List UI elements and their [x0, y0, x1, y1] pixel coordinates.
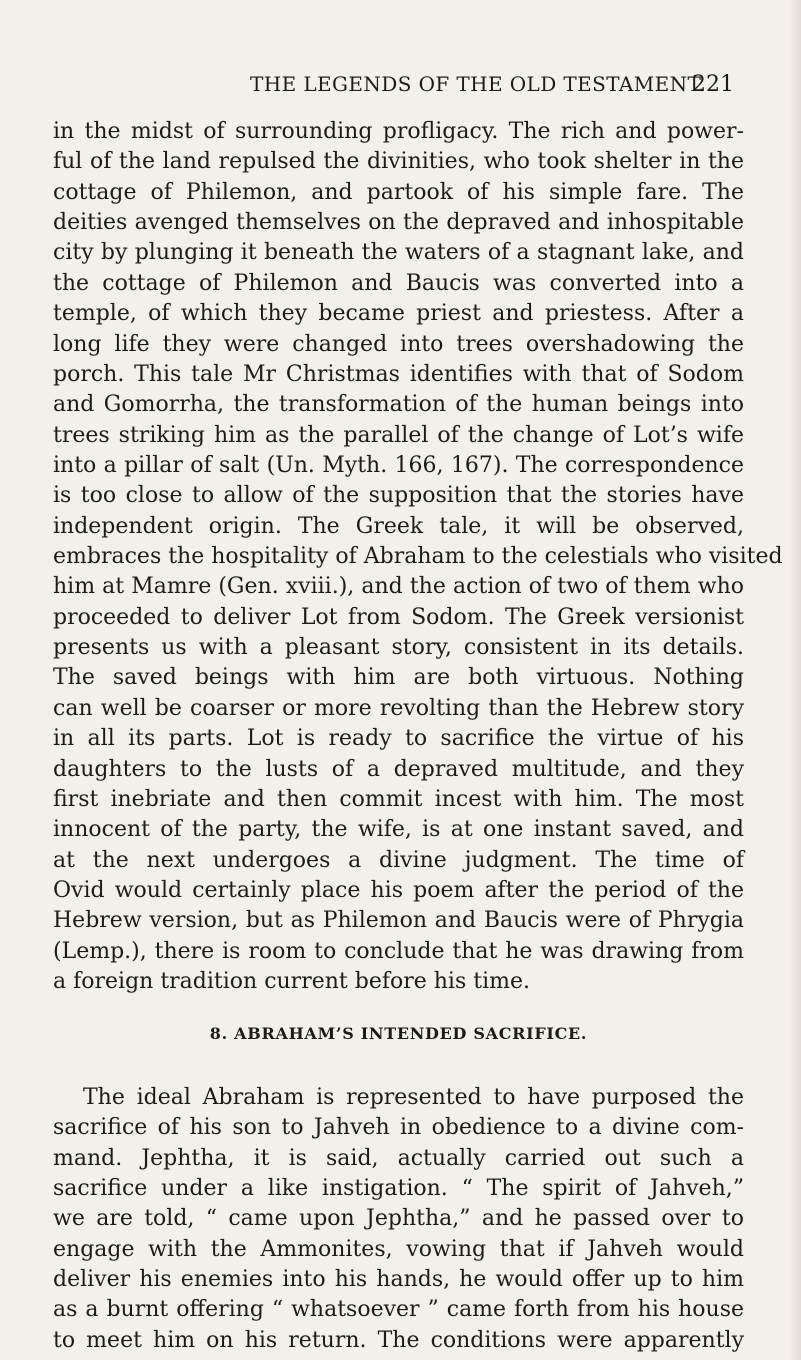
text-line: him at Mamre (Gen. xviii.), and the action of two of them who	[53, 574, 744, 600]
text-line: city by plunging it beneath the waters of a stagnant lake, and	[53, 240, 744, 266]
page-number: 221	[692, 72, 734, 97]
text-line: Hebrew version, but as Philemon and Baucis were of Phrygia	[53, 908, 744, 934]
text-line: deities avenged themselves on the depraved and inhospitable	[53, 210, 744, 236]
text-line: temple, of which they became priest and priestess. After a	[53, 301, 744, 327]
text-line: The saved beings with him are both virtuous. Nothing	[53, 665, 744, 691]
text-line: to meet him on his return. The conditions were apparently	[53, 1327, 744, 1353]
text-line: porch. This tale Mr Christmas identifies with that of Sodom	[53, 361, 744, 387]
text-line: daughters to the lusts of a depraved multitude, and they	[53, 756, 744, 782]
text-line: is too close to allow of the supposition that the stories have	[53, 483, 744, 509]
text-line: first inebriate and then commit incest with him. The most	[53, 786, 744, 812]
text-line: in all its parts. Lot is ready to sacrifice the virtue of his	[53, 726, 744, 752]
text-line: and Gomorrha, the transformation of the human beings into	[53, 392, 744, 418]
section-heading: 8. ABRAHAM’S INTENDED SACRIFICE.	[209, 1023, 588, 1043]
running-head: THE LEGENDS OF THE OLD TESTAMENT.	[250, 72, 706, 96]
text-line: at the next undergoes a divine judgment. The time of	[53, 847, 744, 873]
text-line: the cottage of Philemon and Baucis was converted into a	[53, 270, 744, 296]
text-line: mand. Jephtha, it is said, actually carried out such a	[53, 1145, 744, 1171]
text-line: a foreign tradition current before his time.	[53, 969, 530, 995]
text-line: as a burnt offering “ whatsoever ” came forth from his house	[53, 1297, 744, 1323]
text-line: independent origin. The Greek tale, it will be observed,	[53, 513, 744, 539]
text-line: cottage of Philemon, and partook of his simple fare. The	[53, 179, 744, 205]
text-line: we are told, “ came upon Jephtha,” and he passed over to	[53, 1206, 744, 1232]
text-line: engage with the Ammonites, vowing that if Jahveh would	[53, 1236, 744, 1262]
text-line: embraces the hospitality of Abraham to the celestials who visited	[53, 544, 783, 570]
text-line: Ovid would certainly place his poem after the period of the	[53, 877, 744, 903]
text-line: deliver his enemies into his hands, he would offer up to him	[53, 1267, 744, 1293]
text-line: can well be coarser or more revolting than the Hebrew story	[53, 695, 744, 721]
text-line: ful of the land repulsed the divinities, who took shelter in the	[53, 149, 744, 175]
page-header	[70, 72, 734, 106]
page-edge-shadow	[789, 0, 801, 1360]
text-line: presents us with a pleasant story, consistent in its details.	[53, 635, 744, 661]
text-line: innocent of the party, the wife, is at one instant saved, and	[53, 817, 744, 843]
text-line: in the midst of surrounding profligacy. The rich and power-	[53, 119, 744, 144]
text-line: long life they were changed into trees overshadowing the	[53, 331, 744, 357]
page-text	[53, 117, 783, 1356]
text-line: (Lemp.), there is room to conclude that he was drawing from	[53, 938, 744, 964]
text-line: sacrifice of his son to Jahveh in obedience to a divine com-	[53, 1115, 744, 1141]
text-line: trees striking him as the parallel of the change of Lot’s wife	[53, 422, 744, 448]
paragraph-surrounding-profligacy	[53, 117, 783, 997]
text-line: proceeded to deliver Lot from Sodom. The Greek versionist	[53, 604, 744, 630]
text-line: The ideal Abraham is represented to have purposed the	[83, 1084, 744, 1110]
paragraph-abrahams-sacrifice	[53, 1083, 744, 1356]
text-line: sacrifice under a like instigation. “ The spirit of Jahveh,”	[53, 1176, 744, 1202]
text-line: into a pillar of salt (Un. Myth. 166, 167). The correspondence	[53, 452, 744, 478]
